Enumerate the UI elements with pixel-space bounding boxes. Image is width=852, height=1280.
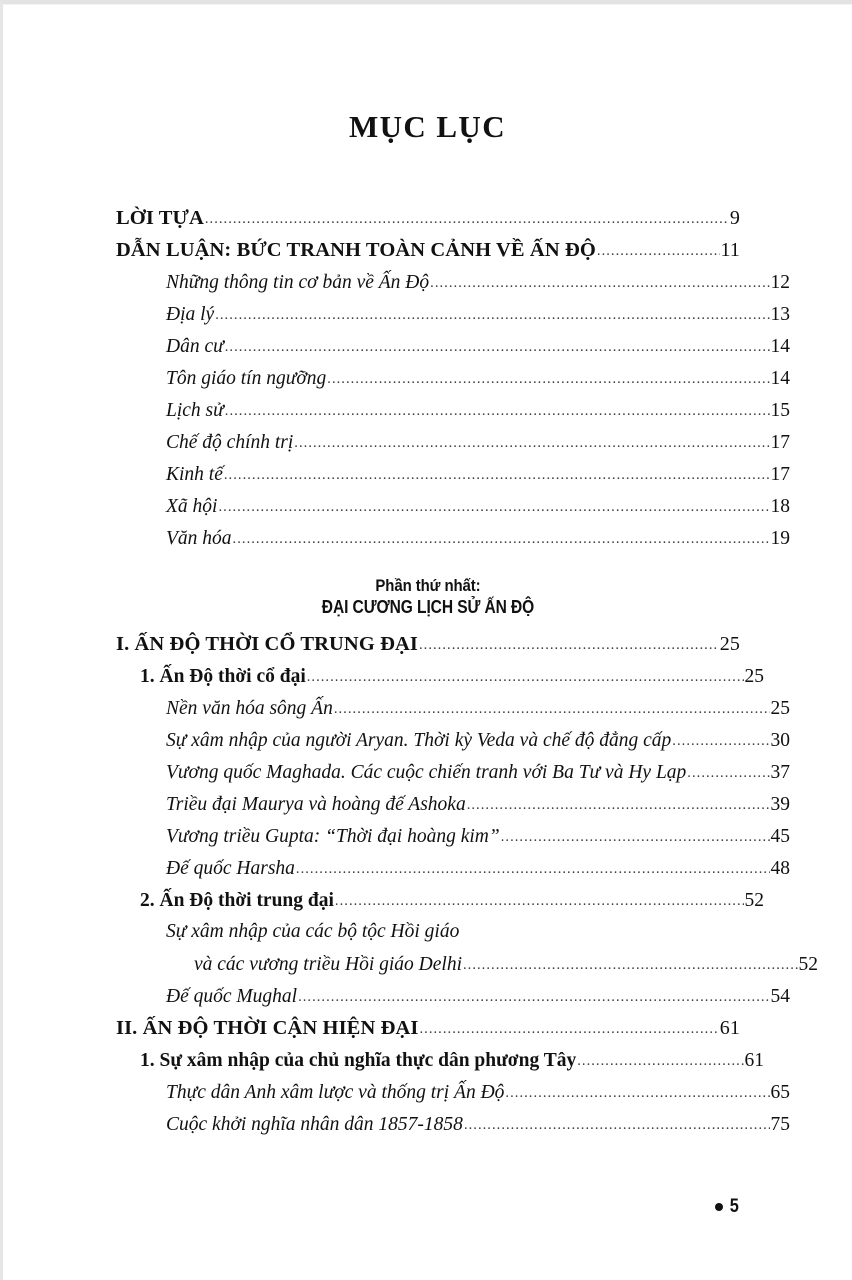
toc-entry[interactable] — [116, 858, 790, 890]
toc-entry[interactable] — [116, 1114, 790, 1146]
page-title: MỤC LỤC — [348, 109, 507, 144]
toc-entry[interactable] — [116, 368, 790, 400]
toc-entry-title: Thực dân Anh xâm lược và thống trị Ấn Độ — [166, 1082, 505, 1103]
toc-entry-page: 18 — [770, 496, 790, 517]
part-heading-line-1: Phần thứ nhất: — [375, 576, 481, 596]
toc-entry-title: DẪN LUẬN: BỨC TRANH TOÀN CẢNH VỀ ẤN ĐỘ — [116, 239, 596, 261]
toc-entry[interactable] — [116, 1018, 740, 1050]
toc-entry[interactable] — [116, 336, 790, 368]
toc-entry[interactable] — [116, 272, 790, 304]
bullet-dot-icon — [715, 1203, 723, 1211]
toc-entry-title: Xã hội — [166, 496, 218, 517]
toc-entry[interactable] — [116, 666, 764, 698]
dot-leader — [464, 1114, 770, 1130]
toc-entry[interactable] — [116, 528, 790, 560]
toc-entry-page: 52 — [744, 890, 764, 911]
toc-entry[interactable] — [116, 1050, 764, 1082]
toc-entry-page: 52 — [798, 954, 818, 975]
toc-entry-title: 2. Ấn Độ thời trung đại — [140, 890, 334, 911]
toc-entry-page: 15 — [770, 400, 790, 421]
toc-entry[interactable] — [116, 464, 790, 496]
toc-entry-title: II. ẤN ĐỘ THỜI CẬN HIỆN ĐẠI — [116, 1017, 419, 1039]
toc-entry-page: 14 — [770, 336, 790, 357]
dot-leader — [577, 1050, 743, 1066]
page-footer — [715, 1196, 740, 1218]
toc-entry-page: 25 — [770, 698, 790, 719]
toc-entry-title: Đế quốc Mughal — [166, 986, 298, 1007]
dot-leader — [294, 432, 769, 448]
part-heading-line-2: ĐẠI CƯƠNG LỊCH SỬ ẤN ĐỘ — [321, 596, 535, 618]
dot-leader — [467, 794, 770, 810]
toc-entry-title: Sự xâm nhập của người Aryan. Thời kỳ Veda và chế độ đẳng cấp — [166, 730, 672, 751]
toc-entry[interactable] — [116, 304, 790, 336]
toc-entry-title: Triều đại Maurya và hoàng đế Ashoka — [166, 794, 466, 815]
toc-entry-title: Chế độ chính trị — [166, 432, 294, 453]
toc-entry[interactable] — [116, 890, 764, 922]
toc-entry-title: Văn hóa — [166, 528, 232, 549]
toc-entry[interactable] — [116, 432, 790, 464]
toc-entry-page: 45 — [770, 826, 790, 847]
dot-leader — [307, 666, 744, 682]
toc-entry[interactable] — [116, 400, 790, 432]
toc-entry[interactable] — [116, 698, 790, 730]
dot-leader — [687, 762, 769, 778]
toc-entry-title: 1. Sự xâm nhập của chủ nghĩa thực dân phương Tây — [140, 1050, 577, 1071]
toc-entry[interactable] — [116, 634, 740, 666]
dot-leader — [463, 954, 798, 970]
toc-entry-page: 48 — [770, 858, 790, 879]
dot-leader — [334, 698, 770, 714]
toc-entry-title: Sự xâm nhập của các bộ tộc Hồi giáo — [166, 921, 460, 942]
dot-leader — [296, 858, 770, 874]
toc-entry-page: 9 — [729, 207, 740, 229]
dot-leader — [218, 496, 769, 512]
toc-entry-title: 1. Ấn Độ thời cổ đại — [140, 666, 306, 687]
toc-entry-page: 25 — [719, 633, 740, 655]
toc-entry-title: Vương triều Gupta: “Thời đại hoàng kim” — [166, 826, 500, 847]
toc-entry-page: 17 — [770, 464, 790, 485]
toc-entry-wrapped-line-1[interactable] — [116, 922, 790, 954]
dot-leader — [335, 890, 744, 906]
toc-entry-page: 25 — [744, 666, 764, 687]
toc-entry-page: 61 — [719, 1017, 740, 1039]
toc-entry-page: 30 — [770, 730, 790, 751]
dot-leader — [298, 986, 769, 1002]
toc-entry-page: 54 — [770, 986, 790, 1007]
toc-entry-page: 13 — [770, 304, 790, 325]
toc-entry-title: và các vương triều Hồi giáo Delhi — [194, 954, 462, 975]
toc-entry-title: Vương quốc Maghada. Các cuộc chiến tranh với Ba Tư và Hy Lạp — [166, 762, 687, 783]
toc-entry-page: 65 — [770, 1082, 790, 1103]
toc-entry-page: 19 — [770, 528, 790, 549]
toc-entry[interactable] — [116, 794, 790, 826]
toc-entry-title: Đế quốc Harsha — [166, 858, 295, 879]
toc-entry-title: Kinh tế — [166, 464, 223, 485]
toc-entry[interactable] — [116, 1082, 790, 1114]
dot-leader — [672, 730, 769, 746]
toc-entry-page: 39 — [770, 794, 790, 815]
toc-entry-title: Nền văn hóa sông Ấn — [166, 698, 333, 719]
dot-leader — [327, 368, 769, 384]
toc-entry-wrapped-line-2[interactable] — [116, 954, 818, 986]
toc-entry-page: 11 — [720, 239, 740, 261]
dot-leader — [505, 1082, 769, 1098]
toc-entry-page: 37 — [770, 762, 790, 783]
toc-entry-title: Tôn giáo tín ngưỡng — [166, 368, 327, 389]
toc-entry-page: 75 — [770, 1114, 790, 1135]
dot-leader — [224, 464, 770, 480]
toc-entry[interactable] — [116, 986, 790, 1018]
toc-entry-title: I. ẤN ĐỘ THỜI CỔ TRUNG ĐẠI — [116, 633, 418, 655]
toc-entry[interactable] — [116, 240, 740, 272]
toc-entry-page: 61 — [744, 1050, 764, 1071]
toc-entry[interactable] — [116, 762, 790, 794]
toc-entry-page: 14 — [770, 368, 790, 389]
dot-leader — [225, 400, 770, 416]
toc-entry-title: Những thông tin cơ bản về Ấn Độ — [166, 272, 430, 293]
toc-entry-title: Địa lý — [166, 304, 215, 325]
toc-entry-title: Cuộc khởi nghĩa nhân dân 1857-1858 — [166, 1114, 463, 1135]
dot-leader — [205, 208, 729, 224]
toc-entry-title: LỜI TỰA — [116, 207, 204, 229]
footer-page-number: 5 — [730, 1196, 740, 1217]
dot-leader — [419, 634, 719, 650]
dot-leader — [215, 304, 769, 320]
table-of-contents — [116, 207, 818, 1146]
part-heading — [116, 576, 740, 618]
dot-leader — [225, 336, 770, 352]
dot-leader — [597, 240, 720, 256]
toc-entry-title: Lịch sử — [166, 400, 224, 421]
toc-entry-page: 17 — [770, 432, 790, 453]
dot-leader — [430, 272, 769, 288]
toc-entry[interactable] — [116, 208, 740, 240]
dot-leader — [501, 826, 770, 842]
toc-entry[interactable] — [116, 730, 790, 762]
toc-entry-page: 12 — [770, 272, 790, 293]
toc-entry[interactable] — [116, 496, 790, 528]
dot-leader — [233, 528, 770, 544]
toc-entry-title: Dân cư — [166, 336, 224, 357]
part-heading-block — [116, 560, 740, 634]
toc-entry[interactable] — [116, 826, 790, 858]
dot-leader — [419, 1018, 718, 1034]
